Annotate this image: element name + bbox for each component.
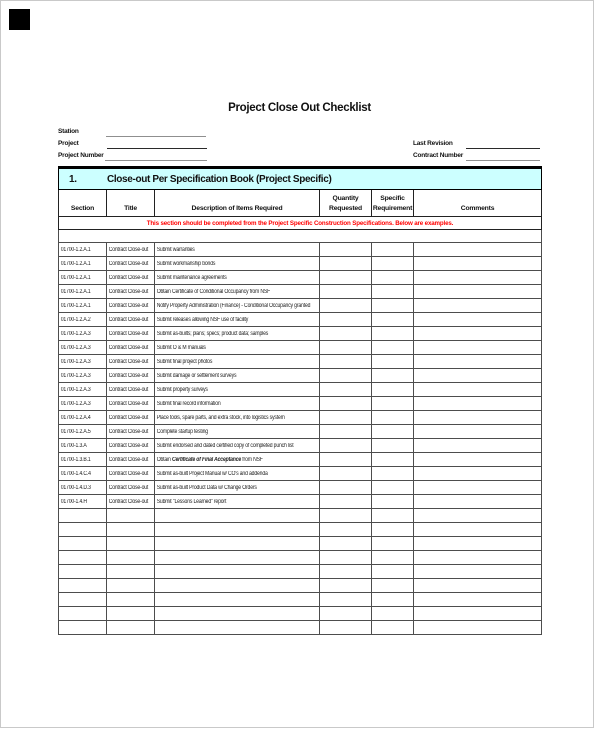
comments-cell: [414, 481, 542, 495]
comments-cell: [414, 537, 542, 551]
table-row: [59, 271, 542, 285]
empty-table-row: [59, 551, 542, 565]
table-row: [59, 257, 542, 271]
table-row: [59, 341, 542, 355]
quantity-cell: [320, 243, 372, 257]
comments-cell: [414, 299, 542, 313]
description-cell: [155, 523, 320, 537]
col-header-requirement: Specific Requirement: [372, 190, 414, 217]
comments-cell: [414, 621, 542, 635]
description-cell: Submit workmanship bonds: [155, 257, 320, 271]
empty-table-row: [59, 607, 542, 621]
requirement-cell: [372, 439, 414, 453]
comments-cell: [414, 243, 542, 257]
section-cell: [59, 621, 107, 635]
title-cell: [107, 593, 155, 607]
description-cell: Obtain Certificate of Conditional Occupancy from NSF: [155, 285, 320, 299]
quantity-cell: [320, 453, 372, 467]
requirement-cell: [372, 313, 414, 327]
title-cell: [107, 621, 155, 635]
comments-cell: [414, 607, 542, 621]
section-title: Close-out Per Specification Book (Project Specific): [107, 173, 332, 185]
table-row: [59, 439, 542, 453]
comments-cell: [414, 509, 542, 523]
quantity-cell: [320, 537, 372, 551]
title-cell: Contract Close-out: [107, 425, 155, 439]
section-cell: [59, 523, 107, 537]
description-cell: Submit damage or settlement surveys: [155, 369, 320, 383]
section-cell: [59, 607, 107, 621]
contract-number-field-line: [466, 160, 540, 161]
comments-cell: [414, 453, 542, 467]
quantity-cell: [320, 271, 372, 285]
title-cell: [107, 537, 155, 551]
col-header-comments: Comments: [414, 190, 542, 217]
requirement-cell: [372, 383, 414, 397]
title-cell: [107, 607, 155, 621]
section-cell: 01700-1.2.A.5: [59, 425, 107, 439]
requirement-cell: [372, 299, 414, 313]
quantity-cell: [320, 369, 372, 383]
table-row: [59, 313, 542, 327]
empty-table-row: [59, 565, 542, 579]
table-row: [59, 397, 542, 411]
section-cell: 01700-1.2.A.1: [59, 271, 107, 285]
requirement-cell: [372, 523, 414, 537]
requirement-cell: [372, 397, 414, 411]
section-cell: [59, 551, 107, 565]
description-cell: Submit maintenance agreements: [155, 271, 320, 285]
checklist-table: [58, 166, 542, 635]
requirement-cell: [372, 355, 414, 369]
comments-cell: [414, 467, 542, 481]
requirement-cell: [372, 495, 414, 509]
comments-cell: [414, 313, 542, 327]
requirement-cell: [372, 285, 414, 299]
quantity-cell: [320, 495, 372, 509]
title-cell: [107, 565, 155, 579]
description-cell: Submit "Lessons Learned" report: [155, 495, 320, 509]
table-row: [59, 299, 542, 313]
quantity-cell: [320, 257, 372, 271]
table-row: [59, 467, 542, 481]
table-row: [59, 327, 542, 341]
section-cell: 01700-1.4.H: [59, 495, 107, 509]
requirement-cell: [372, 565, 414, 579]
title-cell: Contract Close-out: [107, 481, 155, 495]
quantity-cell: [320, 285, 372, 299]
section-cell: [59, 537, 107, 551]
section-cell: 01700-1.3.B.1: [59, 453, 107, 467]
description-cell: [155, 551, 320, 565]
quantity-cell: [320, 341, 372, 355]
comments-cell: [414, 397, 542, 411]
title-cell: [107, 523, 155, 537]
quantity-cell: [320, 607, 372, 621]
contract-number-label: Contract Number: [413, 152, 464, 159]
section-cell: [59, 593, 107, 607]
comments-cell: [414, 271, 542, 285]
section-cell: 01700-1.2.A.1: [59, 257, 107, 271]
table-row: [59, 243, 542, 257]
description-cell: Submit property surveys: [155, 383, 320, 397]
title-cell: [107, 509, 155, 523]
description-cell: [155, 565, 320, 579]
station-field-line: [106, 136, 206, 137]
empty-table-row: [59, 621, 542, 635]
requirement-cell: [372, 243, 414, 257]
requirement-cell: [372, 271, 414, 285]
description-cell: Submit as-builts; plans; specs; product data; samples: [155, 327, 320, 341]
description-cell: [155, 537, 320, 551]
requirement-cell: [372, 621, 414, 635]
requirement-cell: [372, 551, 414, 565]
requirement-cell: [372, 453, 414, 467]
section-cell: [59, 565, 107, 579]
quantity-cell: [320, 383, 372, 397]
title-cell: Contract Close-out: [107, 355, 155, 369]
description-cell: Submit releases allowing NSF use of facility: [155, 313, 320, 327]
description-cell: Submit final record information: [155, 397, 320, 411]
section-cell: 01700-1.2.A.2: [59, 313, 107, 327]
description-cell: Obtain Certificate of Final Acceptance from NSF: [155, 453, 320, 467]
requirement-cell: [372, 341, 414, 355]
table-row: [59, 383, 542, 397]
requirement-cell: [372, 607, 414, 621]
description-cell: [155, 579, 320, 593]
title-cell: Contract Close-out: [107, 369, 155, 383]
description-cell: Submit final project photos: [155, 355, 320, 369]
title-cell: Contract Close-out: [107, 257, 155, 271]
quantity-cell: [320, 523, 372, 537]
requirement-cell: [372, 509, 414, 523]
title-cell: Contract Close-out: [107, 313, 155, 327]
notice-text: This section should be completed from the Project Specific Construction Specifications. Below are examples.: [59, 217, 542, 230]
project-label: Project: [58, 140, 79, 147]
section-cell: 01700-1.2.A.3: [59, 369, 107, 383]
quantity-cell: [320, 565, 372, 579]
empty-table-row: [59, 579, 542, 593]
section-cell: 01700-1.2.A.3: [59, 327, 107, 341]
corner-marker: [9, 9, 30, 30]
comments-cell: [414, 369, 542, 383]
quantity-cell: [320, 621, 372, 635]
quantity-cell: [320, 439, 372, 453]
table-row: [59, 355, 542, 369]
comments-cell: [414, 593, 542, 607]
empty-table-row: [59, 509, 542, 523]
section-cell: [59, 579, 107, 593]
comments-cell: [414, 425, 542, 439]
section-cell: 01700-1.2.A.3: [59, 397, 107, 411]
project-number-label: Project Number: [58, 152, 104, 159]
project-field-line: [107, 148, 207, 149]
quantity-cell: [320, 509, 372, 523]
description-cell: [155, 621, 320, 635]
requirement-cell: [372, 467, 414, 481]
title-cell: Contract Close-out: [107, 397, 155, 411]
last-revision-label: Last Revision: [413, 140, 453, 147]
requirement-cell: [372, 481, 414, 495]
comments-cell: [414, 383, 542, 397]
comments-cell: [414, 411, 542, 425]
quantity-cell: [320, 299, 372, 313]
section-cell: 01700-1.4.C.4: [59, 467, 107, 481]
description-cell: Submit O & M manuals: [155, 341, 320, 355]
description-cell: Submit endorsed and dated certified copy of completed punch list: [155, 439, 320, 453]
title-cell: [107, 579, 155, 593]
description-cell: Submit as-built Product Data w/ Change Orders: [155, 481, 320, 495]
quantity-cell: [320, 397, 372, 411]
title-cell: Contract Close-out: [107, 271, 155, 285]
quantity-cell: [320, 593, 372, 607]
comments-cell: [414, 551, 542, 565]
quantity-cell: [320, 411, 372, 425]
requirement-cell: [372, 425, 414, 439]
last-revision-field-line: [466, 148, 540, 149]
requirement-cell: [372, 411, 414, 425]
section-cell: 01700-1.3.A: [59, 439, 107, 453]
requirement-cell: [372, 369, 414, 383]
title-cell: Contract Close-out: [107, 285, 155, 299]
requirement-cell: [372, 579, 414, 593]
description-cell: Place tools, spare parts, and extra stock, into logistics system: [155, 411, 320, 425]
empty-table-row: [59, 537, 542, 551]
comments-cell: [414, 439, 542, 453]
col-header-quantity: Quantity Requested: [320, 190, 372, 217]
quantity-cell: [320, 551, 372, 565]
title-cell: Contract Close-out: [107, 327, 155, 341]
comments-cell: [414, 355, 542, 369]
comments-cell: [414, 257, 542, 271]
table-row: [59, 411, 542, 425]
station-label: Station: [58, 128, 79, 135]
title-cell: Contract Close-out: [107, 467, 155, 481]
title-cell: Contract Close-out: [107, 439, 155, 453]
section-cell: 01700-1.2.A.3: [59, 341, 107, 355]
section-number: 1.: [69, 173, 77, 185]
quantity-cell: [320, 579, 372, 593]
comments-cell: [414, 565, 542, 579]
table-row: [59, 495, 542, 509]
comments-cell: [414, 327, 542, 341]
table-row: [59, 285, 542, 299]
section-cell: [59, 509, 107, 523]
spacer-row: [59, 230, 542, 243]
quantity-cell: [320, 355, 372, 369]
title-cell: Contract Close-out: [107, 453, 155, 467]
quantity-cell: [320, 327, 372, 341]
page-title: Project Close Out Checklist: [228, 102, 371, 114]
requirement-cell: [372, 537, 414, 551]
empty-table-row: [59, 593, 542, 607]
title-cell: Contract Close-out: [107, 243, 155, 257]
quantity-cell: [320, 425, 372, 439]
project-number-field-line: [105, 160, 207, 161]
section-cell: 01700-1.2.A.1: [59, 299, 107, 313]
section-cell: 01700-1.4.D.3: [59, 481, 107, 495]
table-row: [59, 369, 542, 383]
title-cell: Contract Close-out: [107, 299, 155, 313]
description-cell: Complete startup testing: [155, 425, 320, 439]
description-cell: [155, 509, 320, 523]
description-cell: Submit warranties: [155, 243, 320, 257]
col-header-description: Description of Items Required: [155, 190, 320, 217]
description-cell: [155, 593, 320, 607]
table-row: [59, 453, 542, 467]
description-cell: [155, 607, 320, 621]
section-cell: 01700-1.2.A.3: [59, 383, 107, 397]
comments-cell: [414, 285, 542, 299]
title-cell: Contract Close-out: [107, 383, 155, 397]
empty-table-row: [59, 523, 542, 537]
quantity-cell: [320, 313, 372, 327]
title-cell: [107, 551, 155, 565]
section-cell: 01700-1.2.A.3: [59, 355, 107, 369]
comments-cell: [414, 341, 542, 355]
section-band: [59, 168, 542, 190]
comments-cell: [414, 523, 542, 537]
title-cell: Contract Close-out: [107, 411, 155, 425]
comments-cell: [414, 495, 542, 509]
notice-row: [59, 217, 542, 230]
table-row: [59, 425, 542, 439]
table-row: [59, 481, 542, 495]
section-cell: 01700-1.2.A.1: [59, 243, 107, 257]
col-header-title: Title: [107, 190, 155, 217]
description-cell: Submit as-built Project Manual w/ CO's and addenda: [155, 467, 320, 481]
requirement-cell: [372, 327, 414, 341]
requirement-cell: [372, 257, 414, 271]
description-cell: Notify Property Administration (Finance) - Conditional Occupancy granted: [155, 299, 320, 313]
title-cell: Contract Close-out: [107, 341, 155, 355]
section-cell: 01700-1.2.A.4: [59, 411, 107, 425]
checklist-rows: [59, 243, 542, 635]
quantity-cell: [320, 467, 372, 481]
requirement-cell: [372, 593, 414, 607]
title-cell: Contract Close-out: [107, 495, 155, 509]
comments-cell: [414, 579, 542, 593]
section-cell: 01700-1.2.A.1: [59, 285, 107, 299]
col-header-section: Section: [59, 190, 107, 217]
column-header-row: [59, 190, 542, 217]
quantity-cell: [320, 481, 372, 495]
